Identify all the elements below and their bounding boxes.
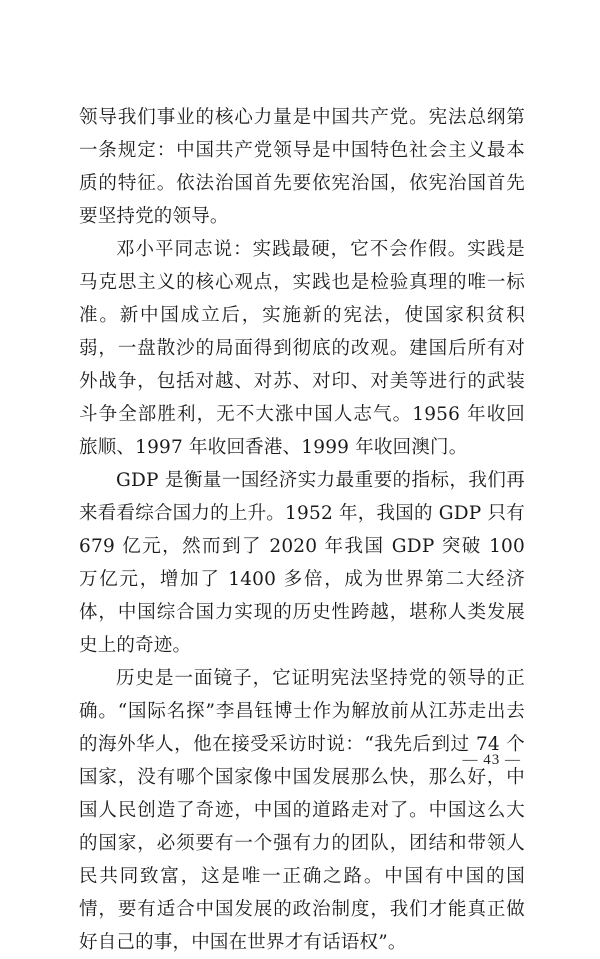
paragraph-deng-xiaoping-practice: 邓小平同志说：实践最硬，它不会作假。实践是马克思主义的核心观点，实践也是检验真理的唯一标准。新中国成立后，实施新的宪法，使国家积贫积弱，一盘散沙的局面得到彻底的改观。建国后所有对外战争，包括对越、对苏、对印、对美等进行的武装斗争全部胜利，无不大涨中国人志气。1956 年收回旅顺、1997 年收回香港、1999 年收回澳门。 <box>79 239 525 458</box>
page-number: — 43 — <box>462 752 521 768</box>
paragraph-gdp-growth: GDP 是衡量一国经济实力最重要的指标，我们再来看看综合国力的上升。1952 年，我国的 GDP 只有 679 亿元，然而到了 2020 年我国 GDP 突破 100 万亿元，增加了 1400 多倍，成为世界第二大经济体，中国综合国力实现的历史性跨越，堪称人类发展史上的奇迹。 <box>79 470 525 656</box>
paragraph-history-mirror: 历史是一面镜子，它证明宪法坚持党的领导的正确。“国际名探”李昌钰博士作为解放前从江苏走出去的海外华人，他在接受采访时说：“我先后到过 74 个国家，没有哪个国家像中国发展那么快，那么好，中国人民创造了奇迹，中国的道路走对了。中国这么大的国家，必须要有一个强有力的团队，团结和带领人民共同致富，这是唯一正确之路。中国有中国的国情，要有适合中国发展的政治制度，我们才能真正做好自己的事，中国在世界才有话语权”。 <box>79 668 525 953</box>
page-body <box>79 101 525 959</box>
paragraph-party-leadership: 领导我们事业的核心力量是中国共产党。宪法总纲第一条规定：中国共产党领导是中国特色社会主义最本质的特征。依法治国首先要依宪治国，依宪治国首先要坚持党的领导。 <box>79 107 525 227</box>
